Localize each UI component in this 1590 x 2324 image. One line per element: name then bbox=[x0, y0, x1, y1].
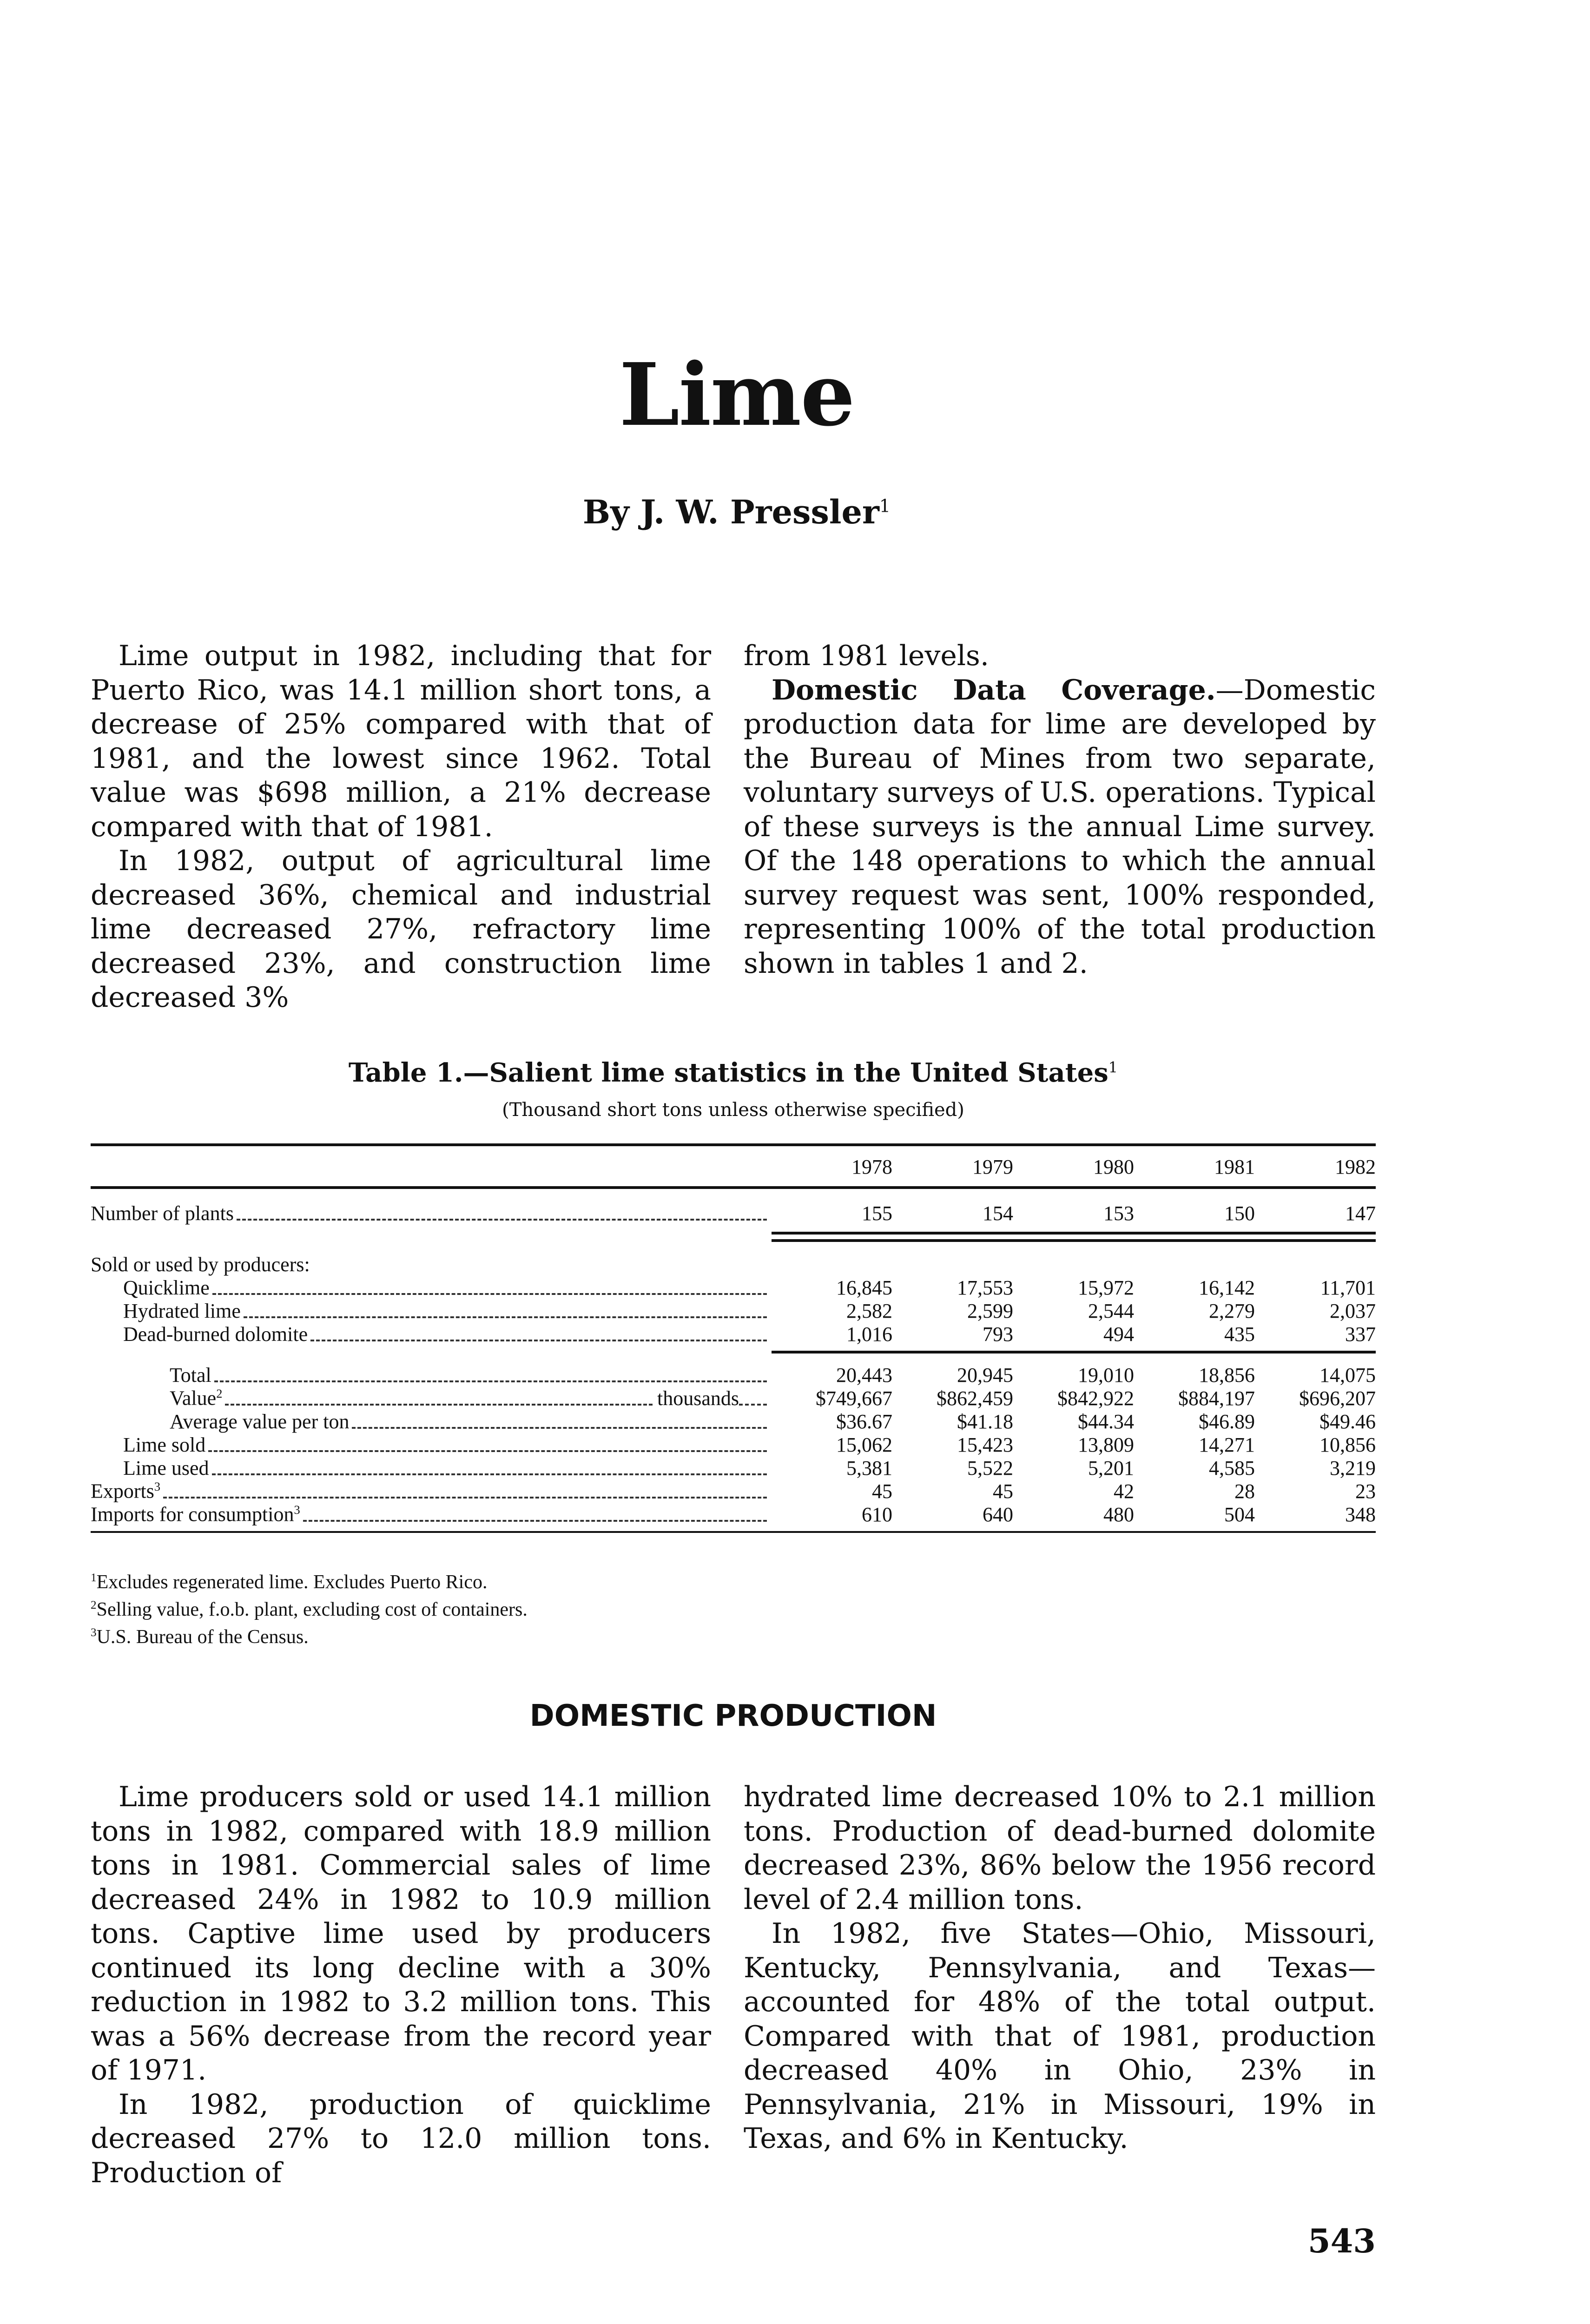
section-heading: DOMESTIC PRODUCTION bbox=[529, 1699, 937, 1733]
column-header: 1982 bbox=[1335, 1155, 1376, 1178]
paragraph: Lime output in 1982, including that for Puerto Rico, was 14.1 million short tons, a decrease of 25% compared with that of 1981, and the lowest since 1962. Total value was $698 million, a 21% decrease compared with that of 1981. bbox=[91, 640, 711, 843]
table-cell: 13,809 bbox=[1078, 1433, 1134, 1456]
column-header: 1980 bbox=[1093, 1155, 1134, 1178]
row-label: Dead-burned dolomite bbox=[123, 1323, 308, 1346]
table-cell: 42 bbox=[1114, 1480, 1134, 1503]
table-cell: 147 bbox=[1345, 1202, 1376, 1225]
row-label: Lime used bbox=[123, 1457, 209, 1479]
table-cell: 11,701 bbox=[1320, 1276, 1376, 1299]
column-header: 1978 bbox=[851, 1155, 892, 1178]
footnote: $^2$Selling value, f.o.b. plant, excluding cost of containers. bbox=[91, 1599, 528, 1620]
rule bbox=[772, 1239, 1376, 1242]
table-cell: 18,856 bbox=[1199, 1364, 1255, 1386]
table-header-row bbox=[91, 1155, 1376, 1179]
table-row bbox=[91, 1300, 1376, 1323]
table-cell: 16,845 bbox=[836, 1276, 892, 1299]
table-cell: $46.89 bbox=[1199, 1410, 1255, 1433]
statistics-table bbox=[91, 1143, 1376, 1533]
footnote: $^3$U.S. Bureau of the Census. bbox=[91, 1626, 309, 1648]
table-cell: 150 bbox=[1224, 1202, 1255, 1225]
table-cell: 2,037 bbox=[1330, 1300, 1376, 1322]
column-header: 1979 bbox=[972, 1155, 1013, 1178]
table-cell: 348 bbox=[1345, 1503, 1376, 1526]
table-cell: 610 bbox=[862, 1503, 892, 1526]
footnote: $^1$Excludes regenerated lime. Excludes Puerto Rico. bbox=[91, 1571, 488, 1593]
paragraph: from 1981 levels. bbox=[744, 640, 989, 672]
table-cell: 337 bbox=[1345, 1323, 1376, 1346]
table-cell: $41.18 bbox=[957, 1410, 1013, 1433]
row-label: Total bbox=[170, 1364, 211, 1386]
table-subtitle: (Thousand short tons unless otherwise specified) bbox=[502, 1099, 964, 1121]
table-cell: 15,972 bbox=[1078, 1276, 1134, 1299]
byline bbox=[0, 493, 1473, 531]
table-cell: $44.34 bbox=[1078, 1410, 1134, 1433]
footnote-ref: 1 bbox=[879, 495, 891, 516]
paragraph: Lime producers sold or used 14.1 million tons in 1982, compared with 18.9 million tons in 1981. Commercial sales of lime decreased 24% in 1982 to 10.9 million tons. Captive lime used by producers continued its long decline with a 30% reduction in 1982 to 3.2 million tons. This was a 56% decrease from the record year of 1971. bbox=[91, 1781, 711, 2086]
table-cell: 155 bbox=[862, 1202, 892, 1225]
run-in-heading: Domestic Data Coverage. bbox=[772, 673, 1216, 706]
section-column-left bbox=[91, 1780, 711, 2190]
table-cell: 45 bbox=[993, 1480, 1013, 1503]
table-title-text: Table 1.—Salient lime statistics in the United States bbox=[348, 1057, 1108, 1088]
row-label: Average value per ton bbox=[170, 1410, 350, 1433]
table-cell: 17,553 bbox=[957, 1276, 1013, 1299]
table-row bbox=[91, 1323, 1376, 1346]
table-cell: 28 bbox=[1234, 1480, 1255, 1503]
table-cell: 793 bbox=[983, 1323, 1013, 1346]
table-row bbox=[91, 1276, 1376, 1300]
table-cell: $862,459 bbox=[937, 1387, 1013, 1410]
table-cell: 3,219 bbox=[1330, 1457, 1376, 1479]
table-cell: $842,922 bbox=[1057, 1387, 1134, 1410]
rule bbox=[772, 1351, 1376, 1353]
table-top-rule bbox=[91, 1143, 1376, 1146]
author: By J. W. Pressler bbox=[582, 493, 879, 531]
table-cell: $884,197 bbox=[1178, 1387, 1255, 1410]
table-cell: 5,201 bbox=[1088, 1457, 1134, 1479]
table-cell: 1,016 bbox=[846, 1323, 892, 1346]
rule bbox=[772, 1232, 1376, 1235]
paragraph-text: —Domestic production data for lime are developed by the Bureau of Mines from two separate, voluntary surveys of U.S. operations. Typical of these surveys is the annual Lime survey. Of the 148 operations to which the annual survey request was sent, 100% responded, representing 100% of the total production shown in tables 1 and 2. bbox=[744, 673, 1376, 980]
page-number: 543 bbox=[1307, 2222, 1376, 2260]
table-cell: $49.46 bbox=[1320, 1410, 1376, 1433]
table-cell: 2,599 bbox=[967, 1300, 1013, 1322]
table-cell: 16,142 bbox=[1199, 1276, 1255, 1299]
column-header: 1981 bbox=[1214, 1155, 1255, 1178]
table-cell: $36.67 bbox=[836, 1410, 892, 1433]
row-label: Exports$^3$ bbox=[91, 1479, 161, 1503]
table-row bbox=[91, 1387, 1376, 1410]
table-cell: 154 bbox=[983, 1202, 1013, 1225]
table-cell: 23 bbox=[1355, 1480, 1376, 1503]
table-cell: 20,945 bbox=[957, 1364, 1013, 1386]
table-cell: 2,279 bbox=[1209, 1300, 1255, 1322]
table-title bbox=[91, 1057, 1376, 1088]
table-cell: 435 bbox=[1224, 1323, 1255, 1346]
row-label: Hydrated lime bbox=[123, 1300, 241, 1322]
paragraph: hydrated lime decreased 10% to 2.1 million tons. Production of dead-burned dolomite decreased 23%, 86% below the 1956 record level of 2.4 million tons. bbox=[744, 1781, 1376, 1916]
paragraph: In 1982, five States—Ohio, Missouri, Kentucky, Pennsylvania, and Texas—accounted for 48% of the total output. Compared with that of 1981, production decreased 40% in Ohio, 23% in Pennsylvania, 21% in Missouri, 19% in Texas, and 6% in Kentucky. bbox=[744, 1917, 1376, 2155]
table-cell: 5,522 bbox=[967, 1457, 1013, 1479]
table-cell: 640 bbox=[983, 1503, 1013, 1526]
row-label: Sold or used by producers: bbox=[91, 1253, 310, 1276]
table-row bbox=[91, 1503, 1376, 1526]
unit-label: thousands bbox=[657, 1387, 739, 1410]
table-cell: 20,443 bbox=[836, 1364, 892, 1386]
table-cell: 480 bbox=[1103, 1503, 1134, 1526]
paragraph: In 1982, output of agricultural lime decreased 36%, chemical and industrial lime decreased 27%, refractory lime decreased 23%, and construction lime decreased 3% bbox=[91, 845, 711, 1014]
header-rule bbox=[91, 1186, 1376, 1189]
table-cell: 4,585 bbox=[1209, 1457, 1255, 1479]
page-title: Lime bbox=[619, 344, 854, 445]
table-cell: 2,582 bbox=[846, 1300, 892, 1322]
table-cell: 504 bbox=[1224, 1503, 1255, 1526]
table-cell: $749,667 bbox=[816, 1387, 892, 1410]
intro-column-right bbox=[744, 639, 1376, 981]
table-cell: 10,856 bbox=[1320, 1433, 1376, 1456]
table-row bbox=[91, 1253, 1376, 1276]
row-label: Imports for consumption$^3$ bbox=[91, 1503, 300, 1526]
table-row bbox=[91, 1202, 1376, 1225]
table-cell: 5,381 bbox=[846, 1457, 892, 1479]
row-label: Value$^2$ bbox=[170, 1386, 223, 1410]
table-cell: 153 bbox=[1103, 1202, 1134, 1225]
footnote-ref: 1 bbox=[1108, 1058, 1118, 1076]
table-row bbox=[91, 1410, 1376, 1433]
row-label: Quicklime bbox=[123, 1276, 210, 1299]
section-column-right bbox=[744, 1780, 1376, 2156]
table-row bbox=[91, 1433, 1376, 1457]
intro-column-left bbox=[91, 639, 711, 1015]
table-cell: $696,207 bbox=[1299, 1387, 1376, 1410]
table-cell: 15,062 bbox=[836, 1433, 892, 1456]
paragraph bbox=[744, 673, 1376, 981]
row-label: Number of plants bbox=[91, 1202, 234, 1225]
table-cell: 14,271 bbox=[1199, 1433, 1255, 1456]
table-cell: 15,423 bbox=[957, 1433, 1013, 1456]
table-footnotes bbox=[91, 1566, 528, 1649]
table-cell: 14,075 bbox=[1320, 1364, 1376, 1386]
table-cell: 494 bbox=[1103, 1323, 1134, 1346]
table-cell: 19,010 bbox=[1078, 1364, 1134, 1386]
table-cell: 45 bbox=[872, 1480, 892, 1503]
table-cell: 2,544 bbox=[1088, 1300, 1134, 1322]
row-label: Lime sold bbox=[123, 1433, 206, 1456]
table-bottom-rule bbox=[91, 1531, 1376, 1533]
paragraph: In 1982, production of quicklime decreased 27% to 12.0 million tons. Production of bbox=[91, 2088, 711, 2189]
